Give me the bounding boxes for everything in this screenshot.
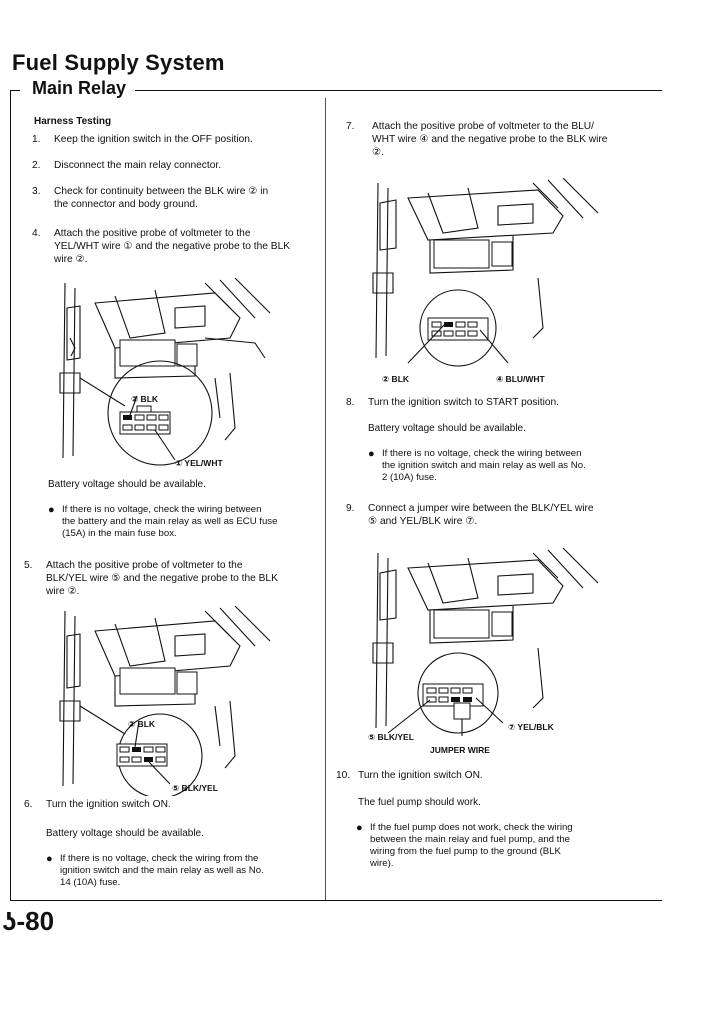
bullet-line3: (15A) in the main fuse box. — [62, 528, 177, 539]
step-text: Keep the ignition switch in the OFF position. — [54, 134, 253, 145]
step-4 — [32, 227, 322, 267]
bullet-icon: ● — [368, 448, 375, 460]
figure-dash-connector-4 — [368, 548, 608, 738]
step-number: 4. — [32, 228, 41, 239]
bullet-line3: 2 (10A) fuse. — [382, 472, 437, 483]
figure-dash-connector-1 — [55, 278, 285, 470]
step-text-line3: wire ②. — [46, 586, 80, 597]
step-text-line1: Attach the positive probe of voltmeter to the — [46, 560, 243, 571]
step-text-line3: ②. — [372, 147, 384, 158]
step-text-line2: the connector and body ground. — [54, 199, 198, 210]
bullet-line3: wiring from the fuel pump to the ground (BLK — [370, 846, 561, 857]
page-bottom-rule — [10, 900, 662, 901]
step-text-line3: wire ②. — [54, 254, 88, 265]
step-8 — [346, 396, 646, 410]
step-text-line2: WHT wire ④ and the negative probe to the BLK wire — [372, 134, 608, 145]
fig1-caption: Battery voltage should be available. — [48, 479, 206, 490]
fig3-label-blu-wht: ④ BLU/WHT — [496, 374, 545, 384]
bullet-note-2 — [46, 853, 321, 893]
step-text: Turn the ignition switch ON. — [46, 799, 171, 810]
step-number: 7. — [346, 121, 355, 132]
step-text: Disconnect the main relay connector. — [54, 160, 222, 171]
bullet-line3: 14 (10A) fuse. — [60, 877, 121, 888]
fig1-label-yel-wht: ① YEL/WHT — [175, 458, 223, 468]
step10-note: The fuel pump should work. — [358, 797, 481, 808]
fig4-label-blk-yel: ⑤ BLK/YEL — [368, 732, 414, 742]
step-number: 9. — [346, 503, 355, 514]
bullet-line1: If there is no voltage, check the wiring from the — [60, 853, 259, 864]
bullet-line2: the ignition switch and main relay as well as No. — [382, 460, 586, 471]
step-text: Turn the ignition switch ON. — [358, 770, 483, 781]
step-number: 1. — [32, 134, 41, 145]
section-title: Main Relay — [32, 78, 127, 98]
step-text-line1: Attach the positive probe of voltmeter to the — [54, 228, 251, 239]
step-number: 10. — [336, 770, 351, 781]
step-5 — [24, 559, 322, 599]
frame-rule-top — [135, 90, 662, 91]
bullet-line1: If there is no voltage, check the wiring between — [62, 504, 262, 515]
step-text-line1: Attach the positive probe of voltmeter to the BLU/ — [372, 121, 594, 132]
fig1-label-blk: ② BLK — [131, 394, 159, 404]
bullet-line1: If the fuel pump does not work, check the wiring — [370, 822, 573, 833]
step-number: 3. — [32, 186, 41, 197]
step-text-line2: YEL/WHT wire ① and the negative probe to the BLK — [54, 241, 291, 252]
step-number: 8. — [346, 397, 355, 408]
step-6 — [24, 798, 322, 812]
bullet-line2: between the main relay and fuel pump, and the — [370, 834, 571, 845]
step-number: 5. — [24, 560, 33, 571]
step-text-line1: Check for continuity between the BLK wire ② in — [54, 186, 269, 197]
page-title: Fuel Supply System — [12, 50, 225, 75]
bullet-icon: ● — [48, 504, 55, 516]
figure-dash-connector-2 — [55, 606, 285, 796]
bullet-line1: If there is no voltage, check the wiring between — [382, 448, 582, 459]
fig2-label-blk: ② BLK — [128, 719, 156, 729]
bullet-note-1 — [48, 504, 323, 544]
bullet-line2: ignition switch and the main relay as well as No. — [60, 865, 264, 876]
fig3-label-blk: ② BLK — [382, 374, 410, 384]
step-text-line2: BLK/YEL wire ⑤ and the negative probe to the BLK — [46, 573, 278, 584]
step-text-line1: Connect a jumper wire between the BLK/YEL wire — [368, 503, 594, 514]
step-7 — [346, 120, 646, 160]
figure-dash-connector-3 — [368, 178, 608, 368]
bullet-icon: ● — [46, 853, 53, 865]
step-text-line2: ⑤ and YEL/BLK wire ⑦. — [368, 516, 478, 527]
step-number: 6. — [24, 799, 33, 810]
fig2-label-blk-yel: ⑤ BLK/YEL — [172, 783, 218, 793]
frame-rule-left-stub — [10, 90, 20, 91]
page-number: ʖ-80 — [2, 906, 55, 936]
bullet-line2: the battery and the main relay as well as ECU fuse — [62, 516, 278, 527]
bullet-note-3 — [368, 448, 648, 488]
fig4-label-yel-blk: ⑦ YEL/BLK — [508, 722, 554, 732]
bullet-icon: ● — [356, 822, 363, 834]
fig4-label-jumper-wire: JUMPER WIRE — [430, 745, 490, 755]
bullet-line4: wire). — [370, 858, 394, 869]
step-9 — [346, 502, 646, 530]
step-3 — [32, 185, 322, 213]
step8-note: Battery voltage should be available. — [368, 423, 526, 434]
step-number: 2. — [32, 160, 41, 171]
step-2 — [32, 159, 322, 173]
step-text: Turn the ignition switch to START position. — [368, 397, 560, 408]
harness-testing-heading: Harness Testing — [34, 116, 112, 127]
step6-note: Battery voltage should be available. — [46, 828, 204, 839]
frame-rule-left — [10, 90, 11, 900]
step-1 — [32, 133, 322, 147]
bullet-note-4 — [356, 822, 646, 874]
column-divider — [325, 98, 326, 900]
step-10 — [336, 769, 646, 783]
